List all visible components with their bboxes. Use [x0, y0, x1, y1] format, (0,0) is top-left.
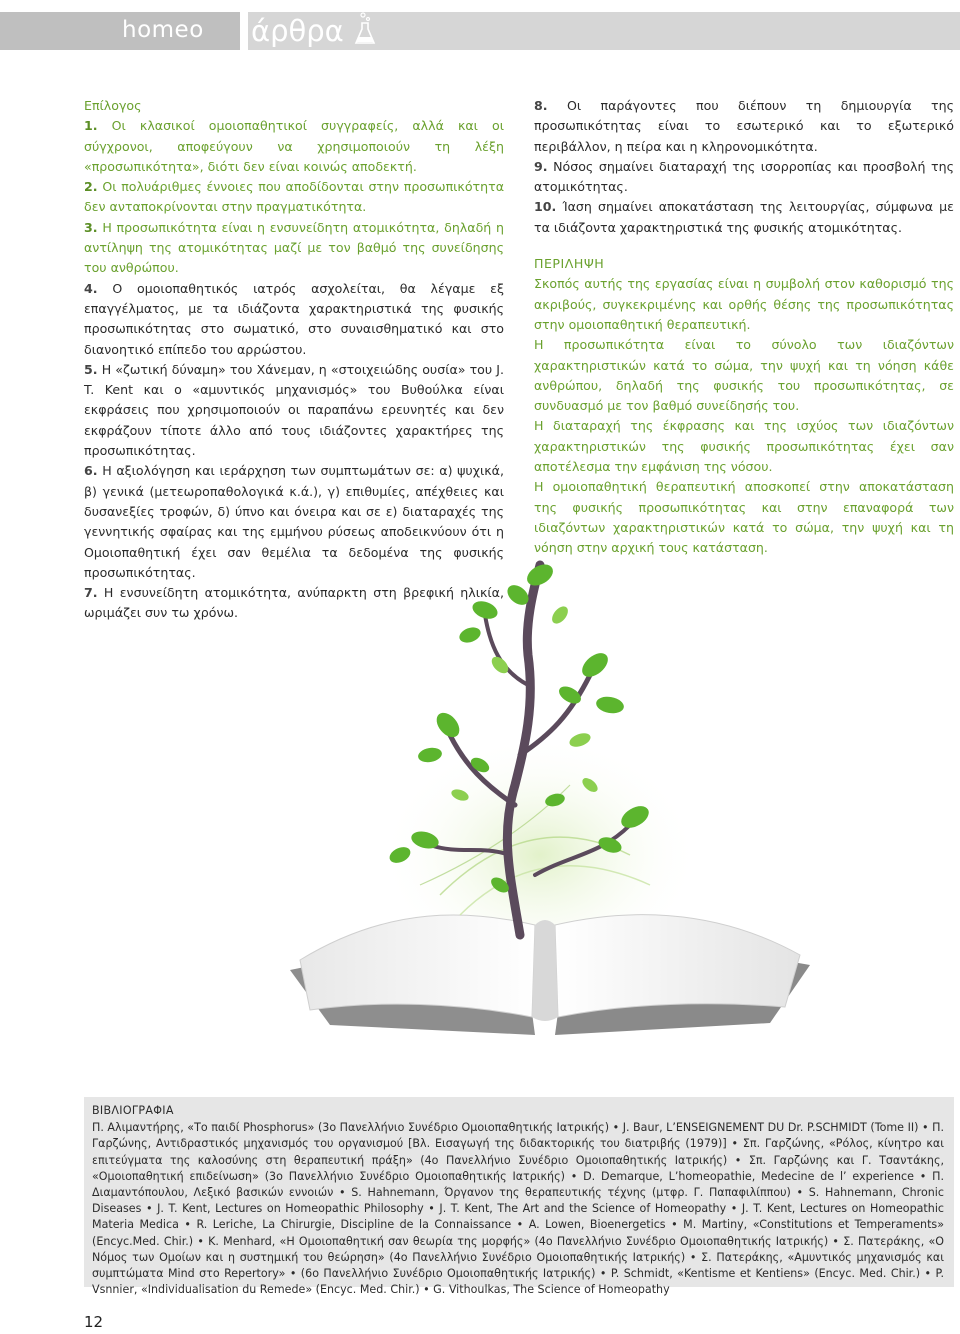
- summary-paragraph: Σκοπός αυτής της εργασίας είναι η συμβολή στον καθορισμό της ακριβούς, συγκεκριμένης και ορθής θέσης της προσωπικότητας στην ομοιοπαθητική θεραπευτική.: [534, 276, 954, 332]
- list-item: 8. Οι παράγοντες που διέπουν τη δημιουργία της προσωπικότητας είναι το εσωτερικό και το εξωτερικό περιβάλλον, η πείρα και η κληρονομικότητα.: [534, 98, 954, 154]
- flask-icon: [354, 12, 376, 46]
- summary-paragraph: Η προσωπικότητα είναι το σύνολο των ιδιαζόντων χαρακτηριστικών κατά το σώμα, την ψυχή και τη νόηση κάθε ανθρώπου, δηλαδή της φυσικής του προσωπικότητας, σε συνδυασμό με τον βαθμό συνείδησής του.: [534, 337, 954, 414]
- summary-paragraph: Η ομοιοπαθητική θεραπευτική αποσκοπεί στην αποκατάσταση της φυσικής προσωπικότητας και στην επαναφορά των ιδιαζόντων χαρακτηριστικών κατά το σώμα, την ψυχή και τη νόηση στην αρχική τους κατάσταση.: [534, 479, 954, 556]
- summary-heading: ΠΕΡΙΛΗΨΗ: [534, 256, 605, 272]
- book-plant-illustration: [270, 555, 830, 1045]
- list-item: 6. Η αξιολόγηση και ιεράρχηση των συμπτωμάτων σε: α) ψυχικά, β) γενικά (μετεωροπαθολογικά κ.ά.), γ) επιθυμίες, απέχθειες και δυσανεξίες τροφών, δ) ύπνο και όνειρα και σε ε) διαταραχές της γεννητικής σφαίρας και της εμμήνου ρύσεως αποδεικνύουν ότι η Ομοιοπαθητική έχει σαν θεμέλια τα δεδομένα της φυσικής προσωπικότητας.: [84, 463, 504, 580]
- magazine-name: homeo: [122, 17, 204, 43]
- bibliography-heading: ΒΙΒΛΙΟΓΡΑΦΙΑ: [92, 1104, 174, 1117]
- list-item: 9. Νόσος σημαίνει διαταραχή της ισορροπίας και προσβολή της ατομικότητας.: [534, 158, 954, 195]
- list-item: 4. Ο ομοιοπαθητικός ιατρός ασχολείται, θα λέγαμε εξ επαγγέλματος, με τα ιδιάζοντα χαρακτηριστικά της φυσικής προσωπικότητας στο σωματικό, στο συναισθηματικό και στο διανοητικό επίπεδο του αρρώστου.: [84, 280, 504, 357]
- list-item: 7. Η ενσυνείδητη ατομικότητα, ανύπαρκτη στη βρεφική ηλικία, ωριμάζει συν τω χρόνω.: [84, 585, 504, 621]
- list-item: 5. Η «ζωτική δύναμη» του Χάνεμαν, η «στοιχειώδης ουσία» του J. T. Kent και ο «αμυντικός μηχανισμός» του Βυθούλκα είναι εκφράσεις που χρησιμοποιούν οι παραπάνω ερευνητές και δεν εκφράζουν τίποτε άλλο από τους ιδιάζοντες χαρακτήρες της προσωπικότητας.: [84, 361, 504, 459]
- page-number: 12: [84, 1313, 104, 1331]
- list-item: 1. Οι κλασικοί ομοιοπαθητικοί συγγραφείς, αλλά και οι σύγχρονοι, αποφεύγουν να χρησιμοποιούν τη λέξη «προσωπικότητα», διότι δεν είναι κοινώς αποδεκτή.: [84, 118, 504, 174]
- list-item: 2. Οι πολυάριθμες έννοιες που αποδίδονται στην προσωπικότητα δεν ανταποκρίνονται στην πραγματικότητα.: [84, 179, 504, 215]
- section-title: άρθρα: [251, 14, 344, 48]
- right-column: [534, 96, 954, 559]
- bibliography-box: [84, 1097, 954, 1297]
- list-item: 10. Ίαση σημαίνει αποκατάσταση της λειτουργίας, σύμφωνα με τα ιδιάζοντα χαρακτηριστικά της φυσικής ατομικότητας.: [534, 199, 954, 235]
- bibliography-text: Π. Αλιμαντήρης, «Το παιδί Phosphorus» (3ο Πανελλήνιο Συνέδριο Ομοιοπαθητικής Ιατρικής) • J. Baur, L’ENSEIGNEMENT DU Dr. P.SCHMIDT (Tome II) • Π. Γαρζώνης, Αντιδραστικός μηχανισμός του οργανισμού [Βλ. Εισαγωγή της διδακτορικής του διατριβής (1979)] • Σπ. Γαρζώνης, «Ρόλος, κίνητρο και επιτεύγματα της καλοσύνης στη θεραπευτική πράξη» (4ο Πανελλήνιο Συνέδριο Ομοιοπαθητικής Ιατρικής) • Σπ. Γαρζώνης και Γ. Τσαντάκης, «Ομοιοπαθητική επιδείνωση» (3ο Πανελλήνιο Συνέδριο Ομοιοπαθητικής Ιατρικής) • D. Demarque, L’homeopathie, Medecine de l’ experience • Π. Διαμαντόπουλου, Λεξικό βασικών εννοιών • S. Hahnemann, Όργανον της θεραπευτικής τέχνης (μτφρ. Γ. Παπαφιλίππου) • S. Hahnemann, Chronic Diseases • J. T. Kent, Lectures on Homeopathic Philosophy • J. T. Kent, The Art and the Science of Homeopathy • J. T. Kent, Lectures on Homeopathic Materia Medica • R. Leriche, La Chirurgie, Discipline de la Connaissance • A. Lowen, Bioenergetics • M. Martiny, «Constitutions et Temperaments» (Encyc.Med. Chir.) • K. Menhard, «Η Ομοιοπαθητική σαν θεωρία της μορφής» (4ο Πανελλήνιο Συνέδριο Ομοιοπαθητικής Ιατρικής) • Σ. Πατεράκης, «Ο Νόμος των Ομοίων και η συστημική του θεώρηση» (4ο Πανελλήνιο Συνέδριο Ομοιοπαθητικής Ιατρικής) • Σ. Πατεράκης, «Αμυντικός μηχανισμός και συμπτώματα Mind στο Repertory» • (6ο Πανελλήνιο Συνέδριο Ομοιοπαθητικής Ιατρικής) • P. Schmidt, «Kentisme et Kentiens» (Encyc. Med. Chir.) • P. Vsnnier, «Individualisation du Remede» (Encyc. Med. Chir.) • G. Vithoulkas, The Science of Homeopathy: [92, 1121, 944, 1297]
- header-band-right: [248, 12, 960, 50]
- left-column: [84, 96, 504, 624]
- list-item: 3. Η προσωπικότητα είναι η ενσυνείδητη ατομικότητα, δηλαδή η αντίληψη της ατομικότητας μαζί με τον βαθμό της συνείδησης του ανθρώπου.: [84, 219, 504, 276]
- epilogue-heading: Επίλογος: [84, 98, 142, 113]
- summary-paragraph: Η διαταραχή της έκφρασης και της ισχύος των ιδιαζόντων χαρακτηριστικών της φυσικής προσωπικότητας έχει σαν αποτέλεσμα την εμφάνιση της νόσου.: [534, 418, 954, 475]
- header-band-left: [0, 12, 240, 50]
